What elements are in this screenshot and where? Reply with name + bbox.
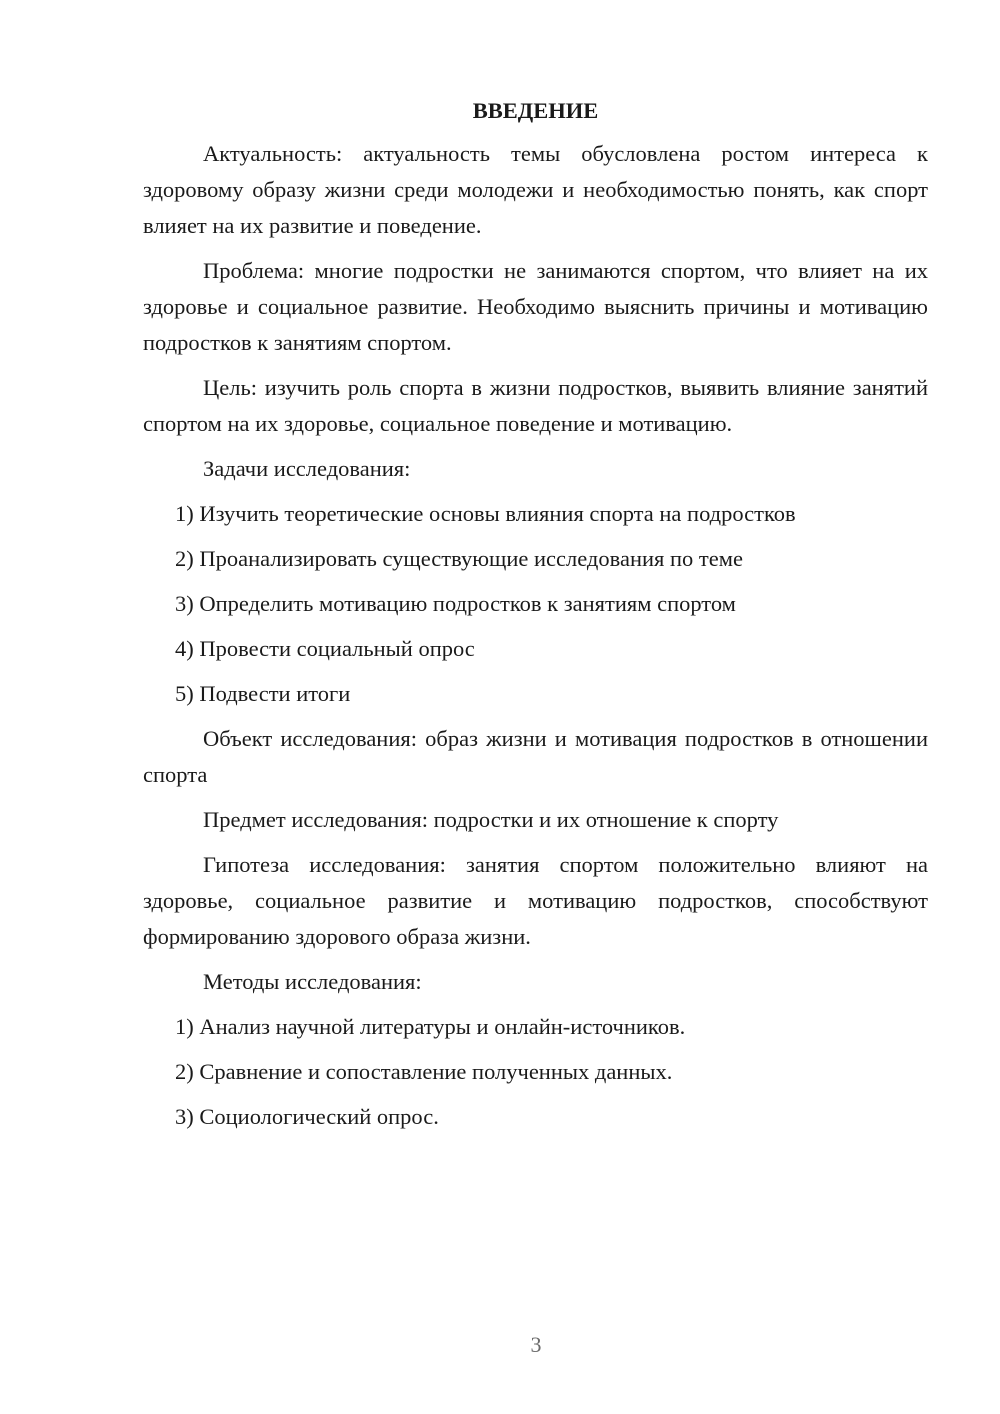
list-item: 2) Проанализировать существующие исследования по теме [175,546,743,571]
page-title: ВВЕДЕНИЕ [472,98,599,123]
list-item: 3) Социологический опрос. [175,1104,439,1129]
list-item: 1) Изучить теоретические основы влияния спорта на подростков [175,501,796,526]
methods-list [143,1009,928,1135]
list-item: 2) Сравнение и сопоставление полученных данных. [175,1059,673,1084]
page-number: 3 [530,1332,542,1357]
list-item: 4) Провести социальный опрос [175,636,475,661]
tasks-heading: Задачи исследования: [203,456,411,481]
list-item: 5) Подвести итоги [175,681,351,706]
methods-heading: Методы исследования: [203,969,422,994]
tasks-list [143,496,928,712]
goal-paragraph: Цель: изучить роль спорта в жизни подростков, выявить влияние занятий спортом на их здоровье, социальное поведение и мотивацию. [143,375,928,436]
hypothesis-paragraph: Гипотеза исследования: занятия спортом положительно влияют на здоровье, социальное развитие и мотивацию подростков, способствуют формированию здорового образа жизни. [143,852,928,949]
subject-paragraph: Предмет исследования: подростки и их отношение к спорту [203,807,779,832]
list-item: 3) Определить мотивацию подростков к занятиям спортом [175,591,736,616]
list-item: 1) Анализ научной литературы и онлайн-источников. [175,1014,686,1039]
relevance-paragraph: Актуальность: актуальность темы обусловлена ростом интереса к здоровому образу жизни среди молодежи и необходимостью понять, как спорт влияет на их развитие и поведение. [143,141,928,238]
problem-paragraph: Проблема: многие подростки не занимаются спортом, что влияет на их здоровье и социальное развитие. Необходимо выяснить причины и мотивацию подростков к занятиям спортом. [143,258,928,355]
object-paragraph: Объект исследования: образ жизни и мотивация подростков в отношении спорта [143,726,928,787]
document-body [143,96,928,1144]
